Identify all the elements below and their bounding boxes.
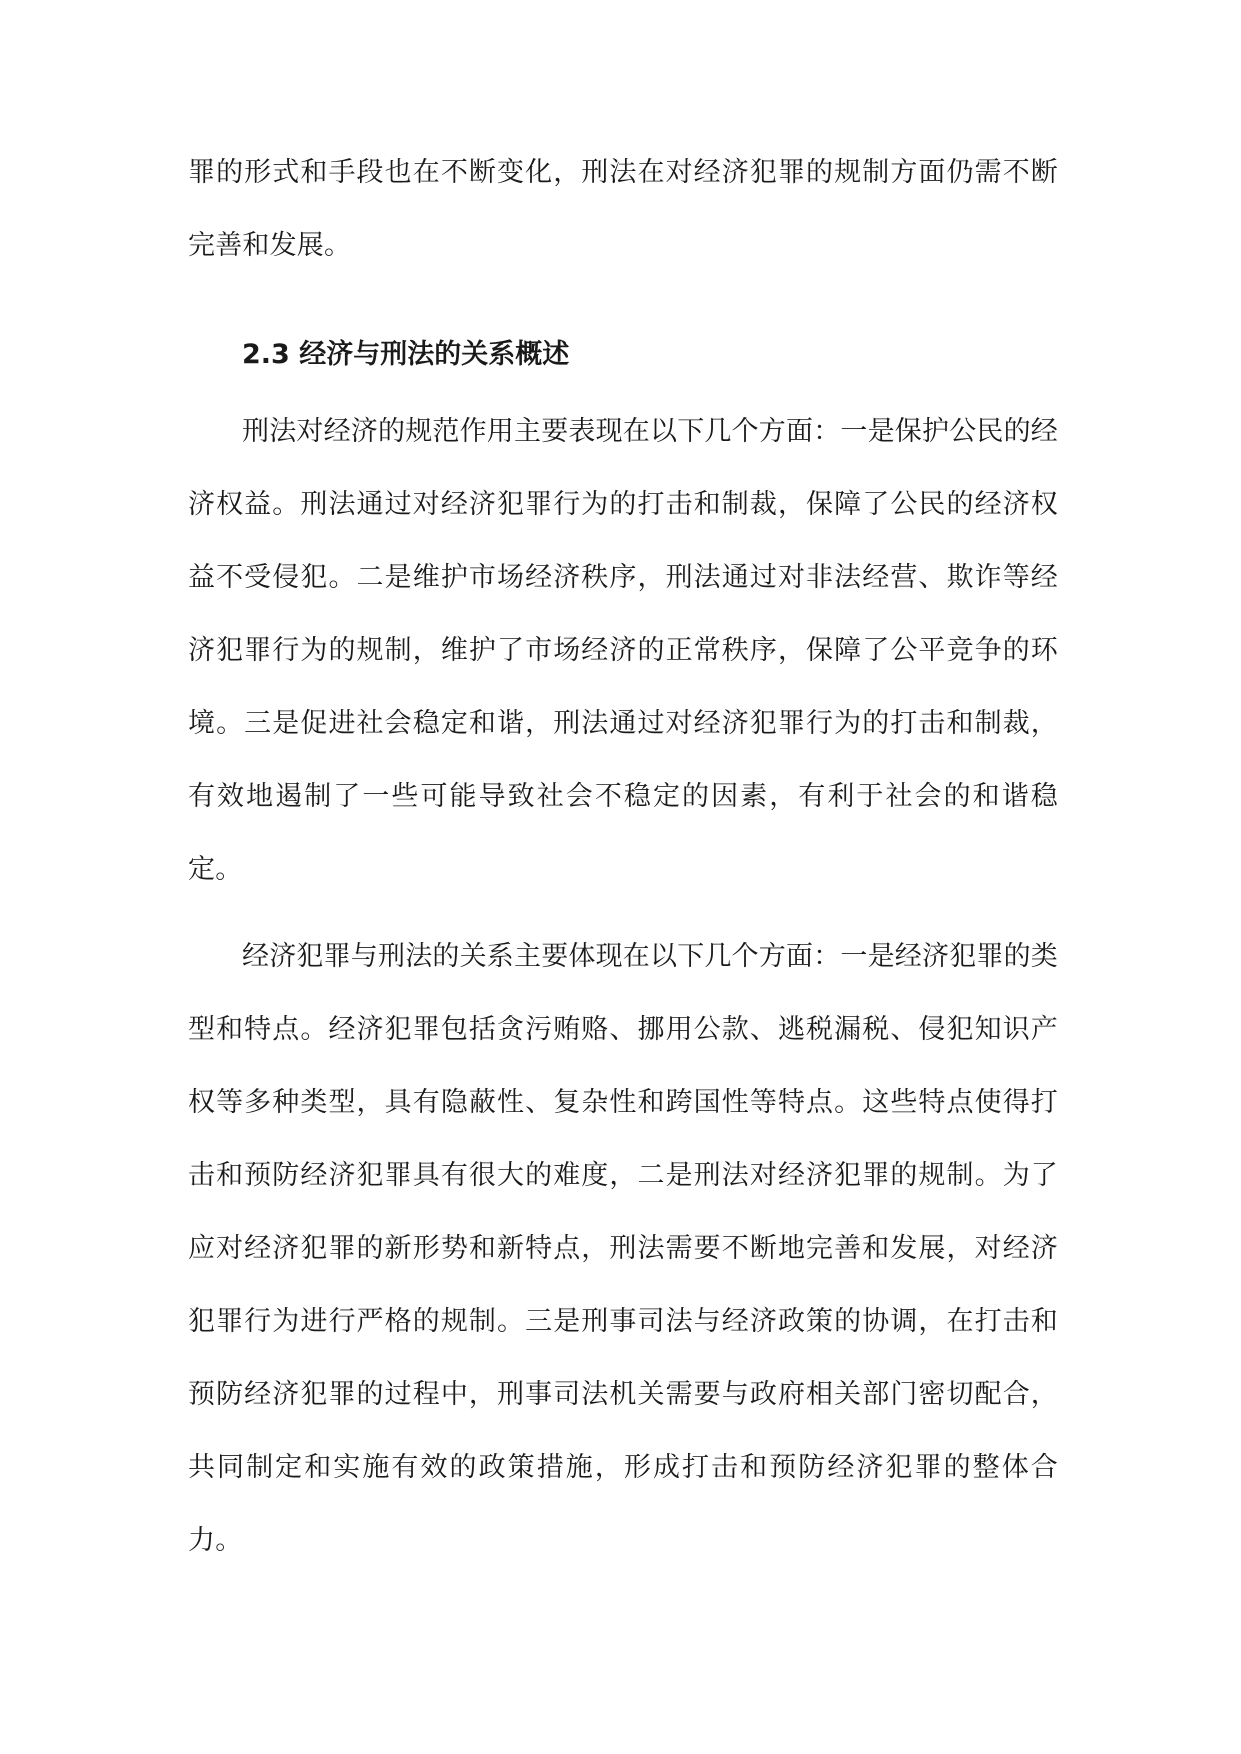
- body-paragraph: 经济犯罪与刑法的关系主要体现在以下几个方面：一是经济犯罪的类型和特点。经济犯罪包括贪污贿赂、挪用公款、逃税漏税、侵犯知识产权等多种类型，具有隐蔽性、复杂性和跨国性等特点。这些特点使得打击和预防经济犯罪具有很大的难度，二是刑法对经济犯罪的规制。为了应对经济犯罪的新形势和新特点，刑法需要不断地完善和发展，对经济犯罪行为进行严格的规制。三是刑事司法与经济政策的协调，在打击和预防经济犯罪的过程中，刑事司法机关需要与政府相关部门密切配合，共同制定和实施有效的政策措施，形成打击和预防经济犯罪的整体合力。: [188, 941, 1058, 1556]
- continued-paragraph: 罪的形式和手段也在不断变化，刑法在对经济犯罪的规制方面仍需不断完善和发展。: [188, 157, 1058, 261]
- body-paragraph: 刑法对经济的规范作用主要表现在以下几个方面：一是保护公民的经济权益。刑法通过对经济犯罪行为的打击和制裁，保障了公民的经济权益不受侵犯。二是维护市场经济秩序，刑法通过对非法经营、欺诈等经济犯罪行为的规制，维护了市场经济的正常秩序，保障了公平竞争的环境。三是促进社会稳定和谐，刑法通过对经济犯罪行为的打击和制裁，有效地遏制了一些可能导致社会不稳定的因素，有利于社会的和谐稳定。: [188, 416, 1058, 885]
- section-heading: 2.3 经济与刑法的关系概述: [242, 339, 570, 370]
